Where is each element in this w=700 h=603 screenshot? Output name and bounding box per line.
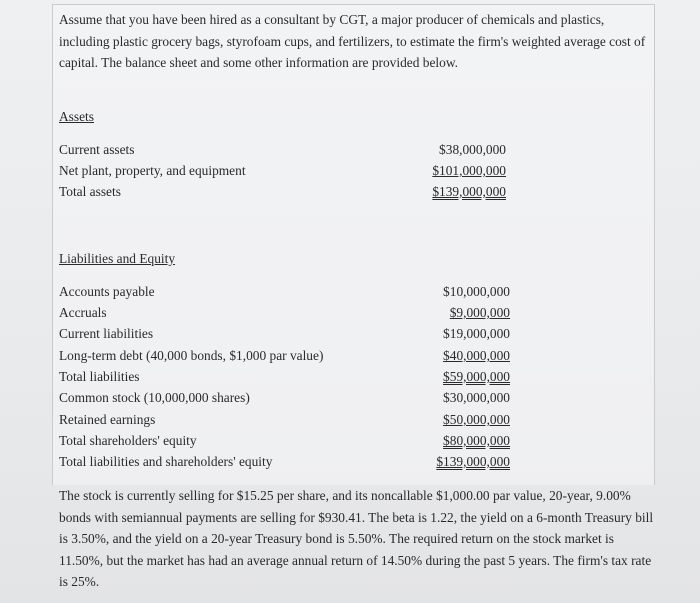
assets-row-label: Total assets xyxy=(59,184,121,199)
liabilities-row-value: $30,000,000 xyxy=(443,390,510,405)
liabilities-row-label: Current liabilities xyxy=(59,326,154,341)
liabilities-heading: Liabilities and Equity xyxy=(59,251,176,266)
liabilities-row-value: $10,000,000 xyxy=(443,284,510,299)
liabilities-row-value: $59,000,000 xyxy=(443,369,510,384)
liabilities-row-label: Accounts payable xyxy=(59,284,155,299)
assets-row-value: $38,000,000 xyxy=(439,142,506,157)
liabilities-row-label: Total shareholders' equity xyxy=(59,433,197,448)
liabilities-total-value: $139,000,000 xyxy=(436,454,510,469)
liabilities-row-label: Total liabilities xyxy=(59,369,140,384)
assets-row-label: Net plant, property, and equipment xyxy=(59,163,246,178)
liabilities-row-value: $50,000,000 xyxy=(443,412,510,427)
liabilities-row-label: Common stock (10,000,000 shares) xyxy=(59,390,250,405)
liabilities-row-value: $40,000,000 xyxy=(443,348,510,363)
liabilities-row-value: $80,000,000 xyxy=(443,433,510,448)
assets-row-label: Current assets xyxy=(59,142,135,157)
liabilities-row-label: Total liabilities and shareholders' equity xyxy=(59,454,273,469)
assets-heading: Assets xyxy=(59,109,94,124)
liabilities-row-label: Long-term debt (40,000 bonds, $1,000 par value) xyxy=(59,348,324,363)
liabilities-row-value: $9,000,000 xyxy=(449,305,510,320)
outro-paragraph: The stock is currently selling for $15.25 per share, and its noncallable $1,000.00 par value, 20-year, 9.00% bonds with semiannual payments are selling for $930.41. The beta is 1.22, the yield on a 6-month Treasury bill is 3.50%, and the yield on a 20-year Treasury bond is 5.50%. The required return on the stock market is 11.50%, but the market has had an average annual return of 14.50% during the past 5 years. The firm's tax rate is 25%. xyxy=(59,488,654,589)
assets-row-value: $101,000,000 xyxy=(432,163,506,178)
liabilities-row-label: Retained earnings xyxy=(59,412,156,427)
liabilities-row-label: Accruals xyxy=(59,305,107,320)
assets-total-value: $139,000,000 xyxy=(432,184,506,199)
intro-paragraph: Assume that you have been hired as a consultant by CGT, a major producer of chemicals and plastics, including plastic grocery bags, styrofoam cups, and fertilizers, to estimate the firm's weighted average cost of capital. The balance sheet and some other information are provided below. xyxy=(59,12,646,70)
liabilities-row-value: $19,000,000 xyxy=(443,326,510,341)
